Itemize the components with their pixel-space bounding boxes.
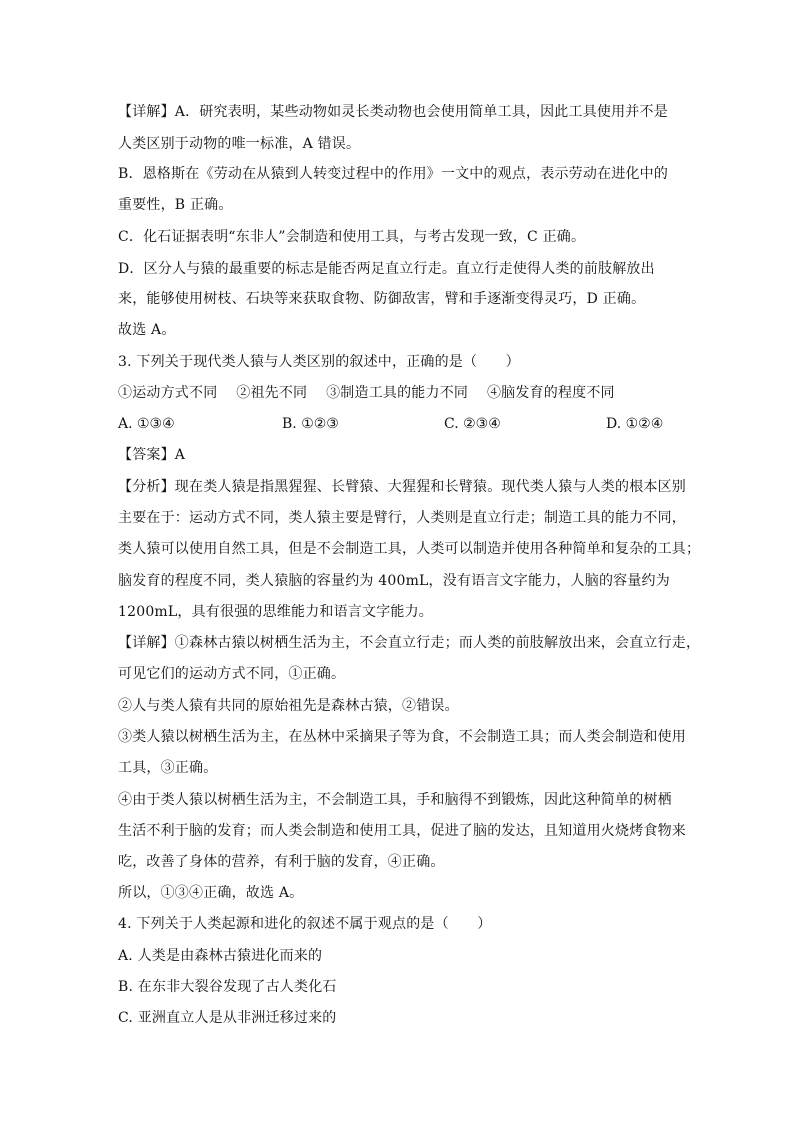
- detail-line-2: 人类区别于动物的唯一标准，A 错误。: [118, 136, 361, 152]
- q3-conclusion: 所以，①③④正确，故选 A。: [118, 885, 304, 901]
- analysis-line-3: 类人猿可以使用自然工具，但是不会制造工具，人类可以制造并使用各种简单和复杂的工具；: [118, 541, 701, 557]
- detail-line-6: D．区分人与猿的最重要的标志是能否两足直立行走。直立行走使得人类的前肢解放出: [118, 261, 655, 277]
- q3-detail-line-7: 生活不利于脑的发育；而人类会制造和使用工具，促进了脑的发达，且知道用火烧烤食物来: [118, 823, 686, 839]
- analysis-line-2: 主要在于：运动方式不同，类人猿主要是臂行，人类则是直立行走；制造工具的能力不同，: [118, 510, 686, 526]
- question-4-stem: 4. 下列关于人类起源和进化的叙述不属于观点的是（ ）: [118, 916, 492, 932]
- question-4-option-b: B. 在东非大裂谷发现了古人类化石: [118, 979, 337, 995]
- q3-detail-line-3: ②人与类人猿有共同的原始祖先是森林古猿，②错误。: [118, 698, 459, 714]
- question-3-option-a: A. ①③④: [118, 416, 175, 432]
- analysis-line-5: 1200mL，具有很强的思维能力和语言文字能力。: [118, 604, 433, 620]
- question-4-option-a: A. 人类是由森林古猿进化而来的: [118, 948, 323, 964]
- q3-detail-line-1: 【详解】①森林古猿以树栖生活为主，不会直立行走；而人类的前肢解放出来，会直立行走，: [118, 635, 701, 651]
- conclusion-line: 故选 A。: [118, 322, 176, 338]
- analysis-line-1: 【分析】现在类人猿是指黑猩猩、长臂猿、大猩猩和长臂猿。现代类人猿与人类的根本区别: [118, 479, 686, 495]
- q3-detail-line-5: 工具，③正确。: [118, 760, 218, 776]
- question-3-stem: 3. 下列关于现代类人猿与人类区别的叙述中，正确的是（ ）: [118, 354, 520, 370]
- detail-line-3: B．恩格斯在《劳动在从猿到人转变过程中的作用》一文中的观点，表示劳动在进化中的: [118, 166, 669, 182]
- detail-line-1: 【详解】A．研究表明，某些动物如灵长类动物也会使用简单工具，因此工具使用并不是: [118, 104, 668, 120]
- q3-detail-line-6: ④由于类人猿以树栖生活为主，不会制造工具，手和脑得不到锻炼，因此这种简单的树栖: [118, 792, 672, 808]
- question-3-items: ①运动方式不同 ②祖先不同 ③制造工具的能力不同 ④脑发育的程度不同: [118, 385, 615, 401]
- question-3-option-b: B. ①②③: [282, 416, 339, 432]
- q3-detail-line-4: ③类人猿以树栖生活为主，在丛林中采摘果子等为食，不会制造工具；而人类会制造和使用: [118, 729, 686, 745]
- question-3-option-c: C. ②③④: [444, 416, 501, 432]
- detail-line-4: 重要性，B 正确。: [118, 197, 233, 213]
- question-4-option-c: C. 亚洲直立人是从非洲迁移过来的: [118, 1010, 337, 1026]
- question-3-option-d: D. ①②④: [606, 416, 664, 432]
- q3-detail-line-2: 可见它们的运动方式不同，①正确。: [118, 666, 346, 682]
- q3-detail-line-8: 吃，改善了身体的营养，有利于脑的发育，④正确。: [118, 854, 445, 870]
- detail-line-7: 来，能够使用树枝、石块等来获取食物、防御敌害，臂和手逐渐变得灵巧，D 正确。: [118, 291, 646, 307]
- detail-line-5: C．化石证据表明“东非人”会制造和使用工具，与考古发现一致，C 正确。: [118, 229, 586, 245]
- question-3-answer: 【答案】A: [118, 447, 186, 463]
- analysis-line-4: 脑发育的程度不同，类人猿脑的容量约为 400mL，没有语言文字能力，人脑的容量约为: [118, 573, 670, 589]
